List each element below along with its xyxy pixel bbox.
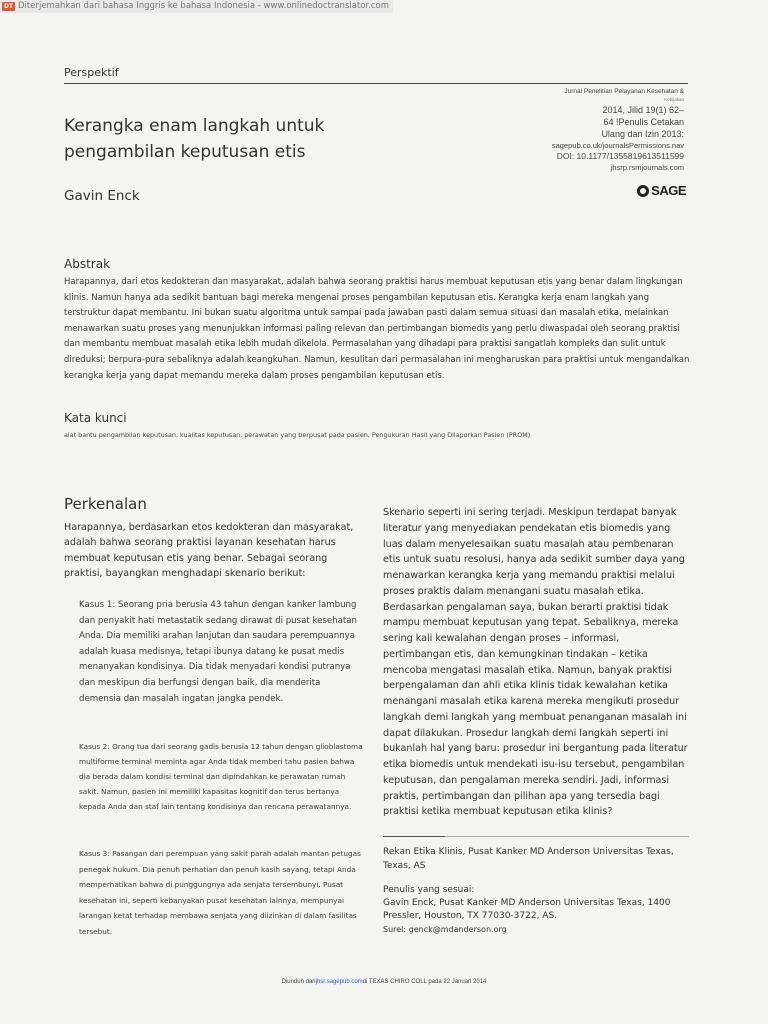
journal-site: jhsrp.rsmjournals.com [610, 163, 684, 172]
section-label: Perspektif [64, 66, 119, 79]
footer-link[interactable]: jhsr.sagepub.com [315, 979, 363, 985]
header-divider [64, 83, 688, 84]
article-title-line-1: Kerangka enam langkah untuk [64, 116, 325, 136]
keywords-text: alat bantu pengambilan keputusan, kualitas keputusan, perawatan yang berpusat pada pasien, Pengukuran Hasil yang Dilaporkan Pasien (PROM) [64, 431, 531, 439]
abstract-heading: Abstrak [64, 257, 111, 271]
case-2: Kasus 2: Orang tua dari seorang gadis berusia 12 tahun dengan glioblastoma multiforme terminal meminta agar Anda tidak memberi tahu pasien bahwa dia berada dalam kondisi terminal dan dipindahkan ke perawatan rumah sakit. Namun, pasien ini memiliki kapasitas kognitif dan terus bertanya kepada Anda dan staf lain tentang kondisinya dan rencana perawatannya. [79, 742, 363, 812]
footnote-divider-short [383, 836, 445, 837]
correspondence-address: Gavin Enck, Pusat Kanker MD Anderson Universitas Texas, 1400 Pressler, Houston, TX 77030-3722, AS. [383, 898, 671, 921]
abstract-text: Harapannya, dari etos kedokteran dan masyarakat, adalah bahwa seorang praktisi harus membuat keputusan etis yang benar dalam lingkungan klinis. Namun hanya ada sedikit bantuan bagi mereka mengenai proses pengambilan keputusan etis. Kerangka kerja enam langkah yang terstruktur dapat membantu. Ini bukan suatu algoritma untuk sampai pada jawaban pasti dalam semua situasi dan masalah etika, melainkan menawarkan suatu proses yang menunjukkan informasi paling relevan dan pertimbangan biomedis yang perlu diwaspadai oleh seorang praktisi dan membantu membuat masalah etika lebih mudah dikelola. Permasalahan yang dihadapi para praktisi sangatlah kompleks dan sulit untuk direduksi; berpura-pura sebaliknya adalah keangkuhan. Namun, kesulitan dari permasalahan ini mengharuskan para praktisi untuk mengandalkan kerangka kerja yang dapat memandu mereka dalam proses pengambilan keputusan etis. [64, 277, 690, 381]
intro-paragraph [64, 520, 366, 582]
sage-logo-text: SAGE [651, 183, 686, 198]
journal-info [484, 87, 684, 173]
journal-name: Jurnal Penelitian Pelayanan Kesehatan & [564, 88, 684, 95]
journal-pages-copyright: 64 !Penulis Cetakan [603, 117, 684, 127]
article-title-line-2: pengambilan keputusan etis [64, 142, 306, 162]
case-1: Kasus 1: Seorang pria berusia 43 tahun dengan kanker lambung dan penyakit hati metastatik sedang dirawat di pusat kesehatan Anda. Dia memiliki arahan lanjutan dan saudara perempuannya adalah kuasa medisnya, tetapi ibunya datang ke pusat medis menanyakan kondisinya. Dia tidak menyadari kondisi putranya dan meskipun dia berfungsi dengan baik, dia menderita demensia dan masalah ingatan jangka pendek. [79, 600, 357, 704]
intro-heading: Perkenalan [64, 495, 147, 513]
sage-logo-icon [637, 185, 649, 197]
correspondence-email: Surel: genck@mdanderson.org [383, 925, 507, 934]
author-affiliation: Rekan Etika Klinis, Pusat Kanker MD Anderson Universitas Texas, Texas, AS [383, 847, 674, 871]
doi: DOI: 10.1177/1355819613511599 [556, 151, 684, 161]
footnote-divider [445, 836, 689, 837]
intro-paragraph-text: Harapannya, berdasarkan etos kedokteran dan masyarakat, adalah bahwa seorang praktisi layanan kesehatan harus membuat keputusan etis yang benar. Sebagai seorang praktisi, bayangkan menghadapi skenario berikut: [64, 522, 354, 580]
journal-name-continued: Kebijakan [664, 97, 684, 102]
translator-banner[interactable] [0, 0, 393, 13]
right-column-paragraph: Skenario seperti ini sering terjadi. Meskipun terdapat banyak literatur yang menyediakan pendekatan etis biomedis yang luas dalam menyelesaikan suatu masalah atau pembenaran etis untuk suatu resolusi, hanya ada sedikit sumber daya yang menawarkan kerangka kerja yang memandu praktisi melalui proses praktis dalam menangani suatu masalah etika. Berdasarkan pengalaman saya, bukan berarti praktisi tidak mampu membuat keputusan yang tepat. Sebaliknya, mereka sering kali kewalahan dengan proses – informasi, pertimbangan etis, dan kemungkinan tindakan – ketika mencoba mengatasi masalah etika. Namun, banyak praktisi berpengalaman dan ahli etika klinis tidak kewalahan ketika menangani masalah etika karena mereka mengikuti prosedur langkah demi langkah yang membuat penanganan masalah ini dapat dilakukan. Prosedur langkah demi langkah seperti ini bukanlah hal yang baru: prosedur ini bergantung pada literatur etika biomedis untuk mendekati isu-isu tersebut, pengambilan keputusan, dan pengalaman mereka sendiri. Jadi, informasi praktis, pertimbangan dan pilihan apa yang tersedia bagi praktisi ketika membuat keputusan etika klinis? [383, 507, 688, 818]
download-footer [0, 979, 768, 985]
article-title [64, 113, 364, 165]
journal-volume: 2014, Jilid 19(1) 62– [602, 105, 684, 115]
journal-reprints: Ulang dan Izin 2013: [601, 129, 684, 139]
footer-prefix: Diunduh dari [281, 979, 316, 985]
permissions-url: sagepub.co.uk/journalsPermissions.nav [551, 141, 684, 150]
translator-logo-icon: DT [3, 3, 14, 10]
translator-banner-text[interactable]: Diterjemahkan dari bahasa Inggris ke bahasa Indonesia - www.onlinedoctranslator.com [18, 1, 390, 11]
sage-logo [637, 183, 686, 198]
correspondence-block [383, 884, 689, 936]
case-3: Kasus 3: Pasangan dari perempuan yang sakit parah adalah mantan petugas penegak hukum. Dia penuh perhatian dan penuh kasih sayang, tetapi Anda memperhatikan bahwa di punggungnya ada senjata tersembunyi. Pusat kesehatan ini, seperti kebanyakan pusat kesehatan lainnya, mempunyai larangan ketat terhadap membawa senjata yang diizinkan di dalam fasilitas tersebut. [79, 849, 361, 936]
author-name: Gavin Enck [64, 188, 140, 204]
keywords-heading: Kata kunci [64, 411, 127, 425]
footer-suffix: di TEXAS CHIRO COLL pada 22 Januari 2014 [362, 979, 487, 985]
correspondence-heading: Penulis yang sesuai: [383, 885, 475, 895]
